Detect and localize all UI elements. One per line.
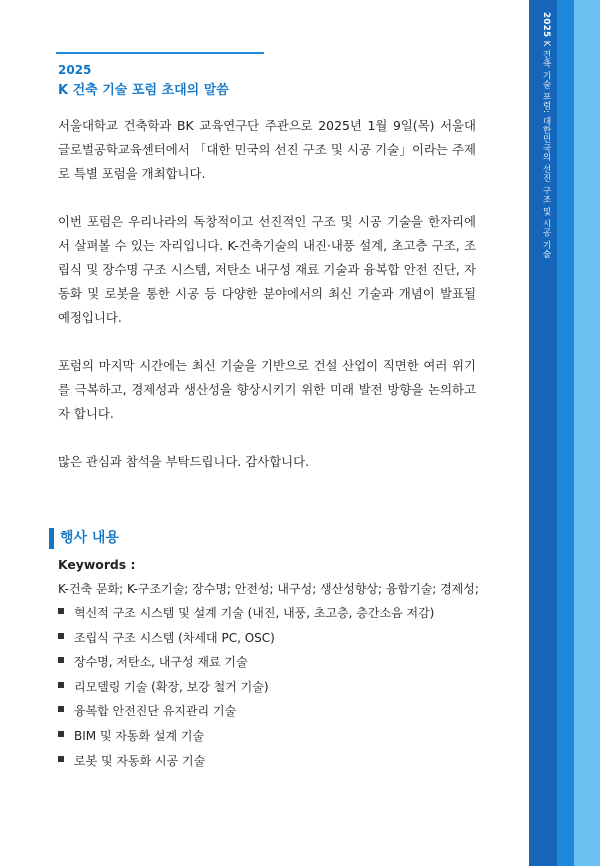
side-band-label: 2025 K 건축 기술 포럼: 대한민국의 선진 구조 및 시공 기술 <box>541 12 551 259</box>
section-marker <box>49 528 54 549</box>
paragraph-intro: 서울대학교 건축학과 BK 교육연구단 주관으로 2025년 1월 9일(목) 서울대 글로벌공학교육센터에서 「대한 민국의 선진 구조 및 시공 기술」이라는 주제로 특별 포럼을 개최합니다. <box>58 118 476 181</box>
list-item: BIM 및 자동화 설계 기술 <box>58 727 434 752</box>
list-item: 로봇 및 자동화 시공 기술 <box>58 752 434 777</box>
keywords-list: K-건축 문화; K-구조기술; 장수명; 안전성; 내구성; 생산성향상; 융합기술; 경제성; <box>58 582 479 596</box>
paragraph-closing-session: 포럼의 마지막 시간에는 최신 기술을 기반으로 건설 산업이 직면한 여러 위기를 극복하고, 경제성과 생산성을 향상시키기 위한 미래 발전 방향을 논의하고자 합니다. <box>58 358 476 421</box>
keywords-label: Keywords : <box>58 557 136 572</box>
square-bullet-icon <box>58 657 64 663</box>
square-bullet-icon <box>58 706 64 712</box>
square-bullet-icon <box>58 731 64 737</box>
topics-list <box>58 604 434 776</box>
title-divider <box>56 52 264 54</box>
list-item: 리모델링 기술 (확장, 보강 철거 기술) <box>58 678 434 703</box>
side-band-mid <box>557 0 574 866</box>
square-bullet-icon <box>58 633 64 639</box>
square-bullet-icon <box>58 682 64 688</box>
section-title: 행사 내용 <box>60 530 119 546</box>
paragraph-thanks: 많은 관심과 참석을 부탁드립니다. 감사합니다. <box>58 454 310 469</box>
list-item: 조립식 구조 시스템 (차세대 PC, OSC) <box>58 629 434 654</box>
list-item: 혁신적 구조 시스템 및 설계 기술 (내진, 내풍, 초고층, 층간소음 저감) <box>58 604 434 629</box>
list-item: 융복합 안전진단 유지관리 기술 <box>58 702 434 727</box>
paragraph-overview: 이번 포럼은 우리나라의 독창적이고 선진적인 구조 및 시공 기술을 한자리에서 살펴볼 수 있는 자리입니다. K-건축기술의 내진·내풍 설계, 초고층 구조, 조립식 및 장수명 구조 시스템, 저탄소 내구성 재료 기술과 융복합 안전 진단, 자동화 및 로봇을 통한 시공 등 다양한 분야에서의 최신 기술과 개념이 발표될 예정입니다. <box>58 214 476 325</box>
forum-year: 2025 <box>58 63 92 77</box>
square-bullet-icon <box>58 608 64 614</box>
side-band-light <box>574 0 600 866</box>
square-bullet-icon <box>58 756 64 762</box>
page-title: K 건축 기술 포럼 초대의 말씀 <box>58 83 229 98</box>
list-item: 장수명, 저탄소, 내구성 재료 기술 <box>58 653 434 678</box>
